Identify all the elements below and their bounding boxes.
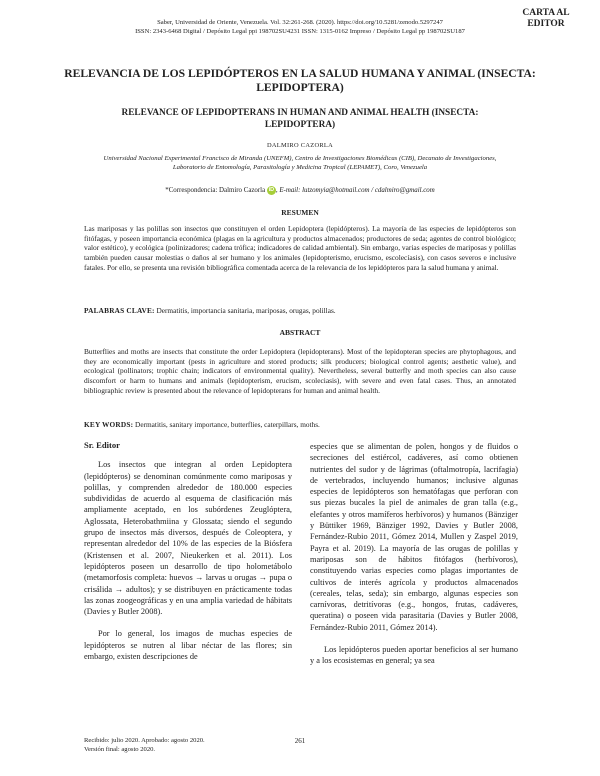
salutation: Sr. Editor bbox=[84, 440, 120, 450]
author-name: DALMIRO CAZORLA bbox=[266, 142, 334, 149]
article-title: RELEVANCIA DE LOS LEPIDÓPTEROS EN LA SALUD HUMANA Y ANIMAL (INSECTA: LEPIDOPTERA) bbox=[64, 67, 536, 94]
right-column bbox=[310, 441, 518, 678]
abstract-keywords-text: Dermatitis, sanitary importance, butterflies, caterpillars, moths. bbox=[133, 420, 320, 429]
correspondence-email: , E-mail: lutzomyia@hotmail.com / cdalmiro@gmail.com bbox=[275, 187, 435, 195]
resumen-keywords-text: Dermatitis, importancia sanitaria, mariposas, orugas, polillas. bbox=[154, 306, 336, 315]
article-subtitle: RELEVANCE OF LEPIDOPTERANS IN HUMAN AND ANIMAL HEALTH (INSECTA: LEPIDOPTERA) bbox=[121, 108, 479, 130]
left-paragraph-1: Los insectos que integran al orden Lepidoptera (lepidópteros) se denominan comúnmente como mariposas y polillas, y comprenden alrededor de 180.000 especies subdivididas de acuerdo al esquema de clasificación más ampliamente aceptado, en los subórdenes Zeuglóptera, Aglossata, Heterobathmiina y Glossata; siendo el segundo grupo de insectos más diversos, después de Coleoptera, y representan alrededor del 10% de las especies de la Biósfera (Kristensen et al. 2007, Nieukerken et al. 2011). Los lepidópteros poseen un desarrollo de tipo holometábolo (metamorfosis completa: huevos → larvas u orugas → pupa o crisálida → adultos); y se distribuyen en prácticamente todas las zonas zoogeográficas y en una amplia variedad de hábitats (Davies y Butler 2008). bbox=[84, 460, 292, 617]
final-version: Versión final: agosto 2020. bbox=[84, 745, 156, 753]
correspondence-prefix: *Correspondencia: Dalmiro Cazorla bbox=[165, 187, 266, 195]
journal-header bbox=[0, 18, 600, 36]
abstract-keywords bbox=[84, 420, 516, 429]
left-column bbox=[84, 440, 292, 673]
journal-citation: Saber, Universidad de Oriente, Venezuela. Vol. 32:261-268. (2020). https://doi.org/10.5281/zenodo.5297247 bbox=[157, 19, 443, 26]
resumen-heading: RESUMEN bbox=[281, 208, 319, 217]
received-approved: Recibido: julio 2020. Aprobado: agosto 2020. bbox=[84, 737, 205, 744]
resumen-text: Las mariposas y las polillas son insectos que constituyen el orden Lepidoptera (lepidópteros). La mayoría de las especies de lepidópteros son fitófagas, y poseen importancia económica (plagas en la agricultura y productos almacenados; productores de seda; agentes de control biológico; valor estético), y ecológica (polinizadores; cadena trófica; indicadores de calidad ambiental). Sin embargo, varias especies de mariposas y polillas también pueden causar molestias o daños al ser humano y los animales (lepidopterismo, erucismo, escolecíasis), con casos severos e inclusive fatales. Por ello, se presenta una revisión bibliográfica comentada acerca de la relevancia de los lepidópteros para la salud humana y animal. bbox=[84, 224, 516, 272]
page-number: 261 bbox=[294, 737, 306, 745]
abstract-heading: ABSTRACT bbox=[279, 328, 321, 337]
resumen-keywords-label: PALABRAS CLAVE: bbox=[84, 306, 155, 315]
resumen-keywords bbox=[84, 306, 516, 315]
correspondence-line bbox=[0, 186, 600, 195]
journal-issn: ISSN: 2343-6468 Digital / Depósito Legal ppi 198702SU4231 ISSN: 1315-0162 Impreso / Depósito Legal pp 198702SU187 bbox=[135, 28, 465, 35]
orcid-icon[interactable]: iD bbox=[268, 187, 275, 193]
right-paragraph-1: especies que se alimentan de polen, hongos y de fluidos o secreciones del estiércol, cadáveres, así como obtienen nutrientes del sudor y de lágrimas (oftalmotropía, lacrifagia) de vertebrados, incluyendo humanos; inclusive algunas especies de lepidópteros son hematófagas que perforan con sus piezas bucales la piel de animales de gran talla (e.g., elefantes y otros mamíferos herbívoros) y humanos (Bänziger y Büttiker 1969, Bänziger 1992, Davies y Butler 2008, Fernández-Rubio 2011, Gómez 2014, Mullen y Zaspel 2019, Payra et al. 2019). La mayoría de las orugas de polillas y mariposas son de hábitos fitófagos (herbívoros), constituyendo varias especies como plagas importantes de cultivos de interés agrícola y productos almacenados (cereales, telas, seda); sin embargo, algunas especies son carnívoras, detritívoras (e.g., hongos, frutas, cadáveres, queratina) o poseen vida parasitaria (Davies y Butler 2008, Fernández-Rubio 2011, Gómez 2014). bbox=[310, 442, 518, 632]
abstract-text: Butterflies and moths are insects that constitute the order Lepidoptera (lepidopterans). Most of the lepidopteran species are phytophagous, and they are economically important (pests in agriculture and stored products; silk producers; biological control agents; aesthetic value), and ecological (pollinators; trophic chain; indicators of environmental quality). Nevertheless, several butterfly and moth species can also cause discomfort or harm to humans and animals (lepidopterism, erucism, scoleciasis), with severe and even fatal cases. Thus, an annotated bibliographic review is presented about the relevance of lepidopterans for human and animal health. bbox=[84, 347, 516, 395]
right-paragraph-2: Los lepidópteros pueden aportar beneficios al ser humano y a los ecosistemas en general; ya sea bbox=[310, 645, 518, 666]
article-type-label: CARTA AL EDITOR bbox=[522, 8, 570, 29]
author-affiliation: Universidad Nacional Experimental Francisco de Miranda (UNEFM), Centro de Investigaciones Biomédicas (CIB), Decanato de Investigaciones, Laboratorio de Entomología, Parasitología y Medicina Tropical (LEPAMET), Coro, Venezuela bbox=[103, 155, 497, 171]
abstract-keywords-label: KEY WORDS: bbox=[84, 420, 134, 429]
left-paragraph-2: Por lo general, los imagos de muchas especies de lepidópteros se nutren al libar néctar de las flores; sin embargo, existen descripciones de bbox=[84, 629, 292, 662]
